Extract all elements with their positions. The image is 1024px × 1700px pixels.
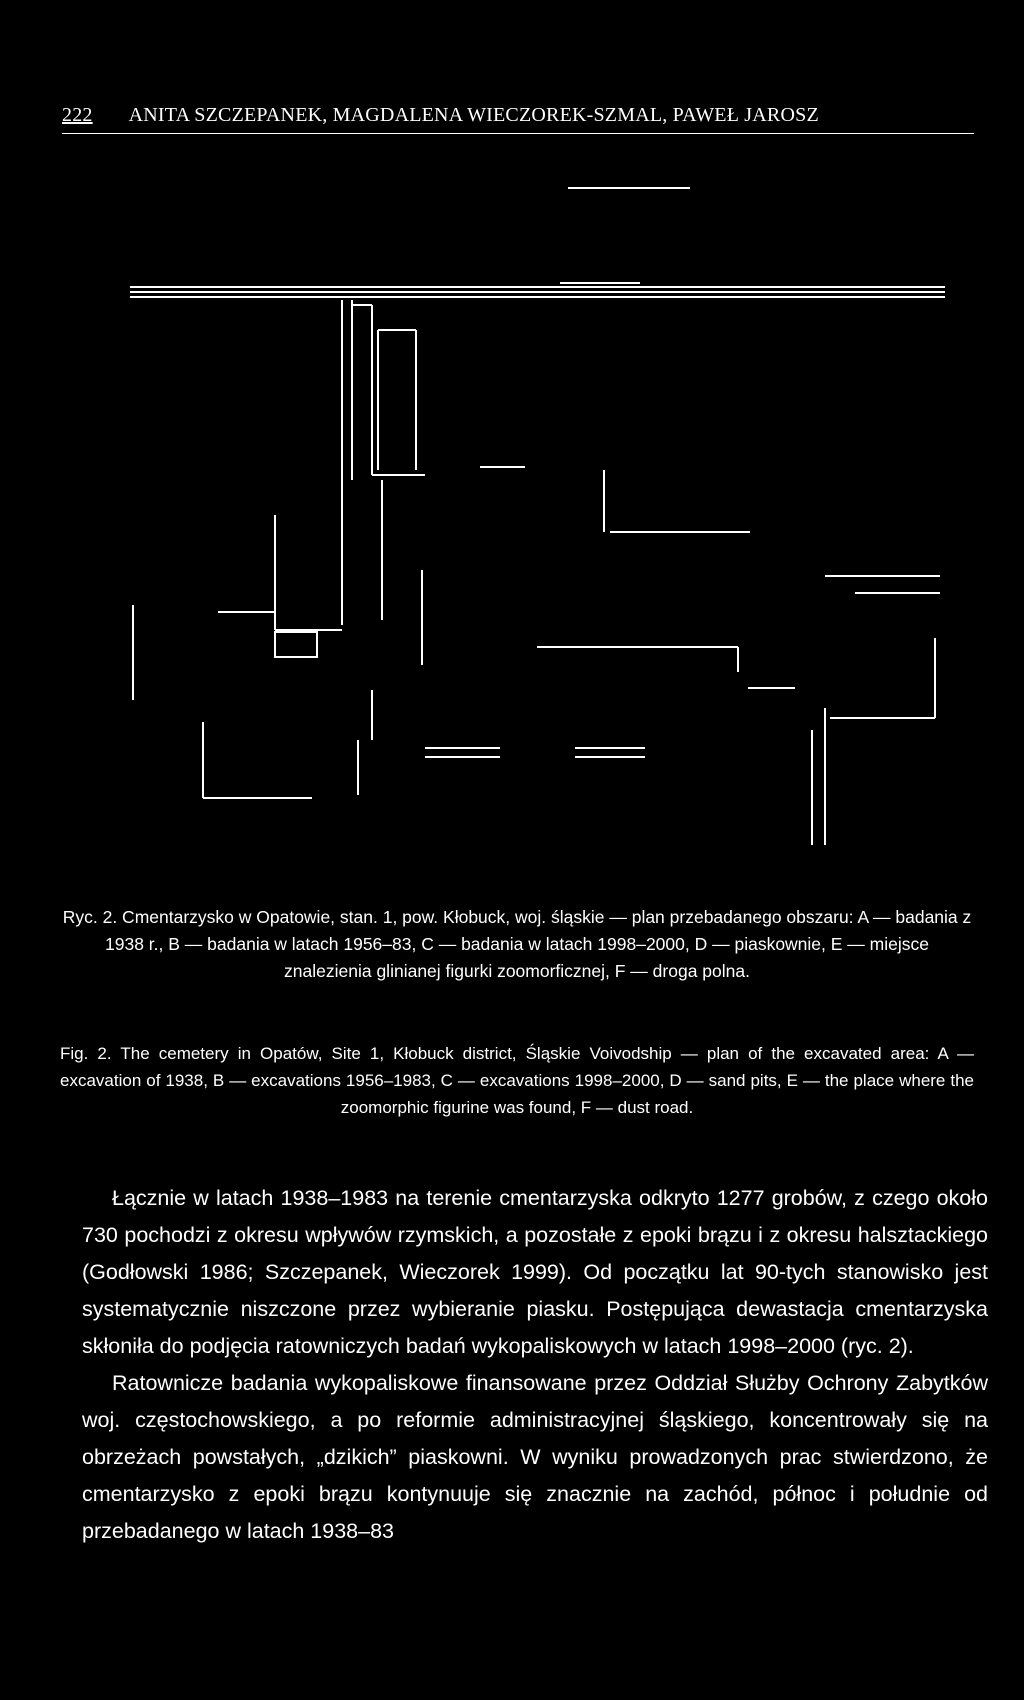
paragraph: Łącznie w latach 1938–1983 na terenie cmentarzyska odkryto 1277 grobów, z czego około 730 pochodzi z okresu wpływów rzymskich, a pozostałe z epoki brązu i z okresu halsztackiego (Godłowski 1986; Szczepanek, Wieczorek 1999). Od początku lat 90-tych stanowisko jest systematycznie niszczone przez wybieranie piasku. Postępująca dewastacja cmentarzyska skłoniła do podjęcia ratowniczych badań wykopaliskowych w latach 1998–2000 (ryc. 2). [82, 1186, 988, 1358]
plan-pit [275, 632, 317, 657]
page-number: 222 [62, 104, 93, 126]
figure-caption-english: Fig. 2. The cemetery in Opatów, Site 1, Kłobuck district, Śląskie Voivodship — plan of the excavated area: A — excavation of 1938, B — excavations 1956–1983, C — excavations 1998–2000, D — sand pits, E — the place where the zoomorphic figurine was found, F — dust road. [60, 1044, 974, 1117]
site-plan-figure [0, 160, 1024, 880]
paragraph: Ratownicze badania wykopaliskowe finansowane przez Oddział Służby Ochrony Zabytków woj. częstochowskiego, a po reformie administracyjnej śląskiego, koncentrowały się na obrzeżach powstałych, „dzikich” piaskowni. W wyniku prowadzonych prac stwierdzono, że cmentarzysko z epoki brązu kontynuuje się znacznie na zachód, północ i południe od przebadanego w latach 1938–83 [82, 1371, 988, 1543]
body-text [82, 1180, 988, 1550]
figure-caption-polish: Ryc. 2. Cmentarzysko w Opatowie, stan. 1, pow. Kłobuck, woj. śląskie — plan przebadanego obszaru: A — badania z 1938 r., B — badania w latach 1956–83, C — badania w latach 1998–2000, D — piaskownie, E — miejsce znalezienia glinianej figurki zoomorficznej, F — droga polna. [62, 907, 972, 981]
running-header [62, 104, 974, 134]
header-authors: ANITA SZCZEPANEK, MAGDALENA WIECZOREK-SZMAL, PAWEŁ JAROSZ [128, 104, 819, 126]
